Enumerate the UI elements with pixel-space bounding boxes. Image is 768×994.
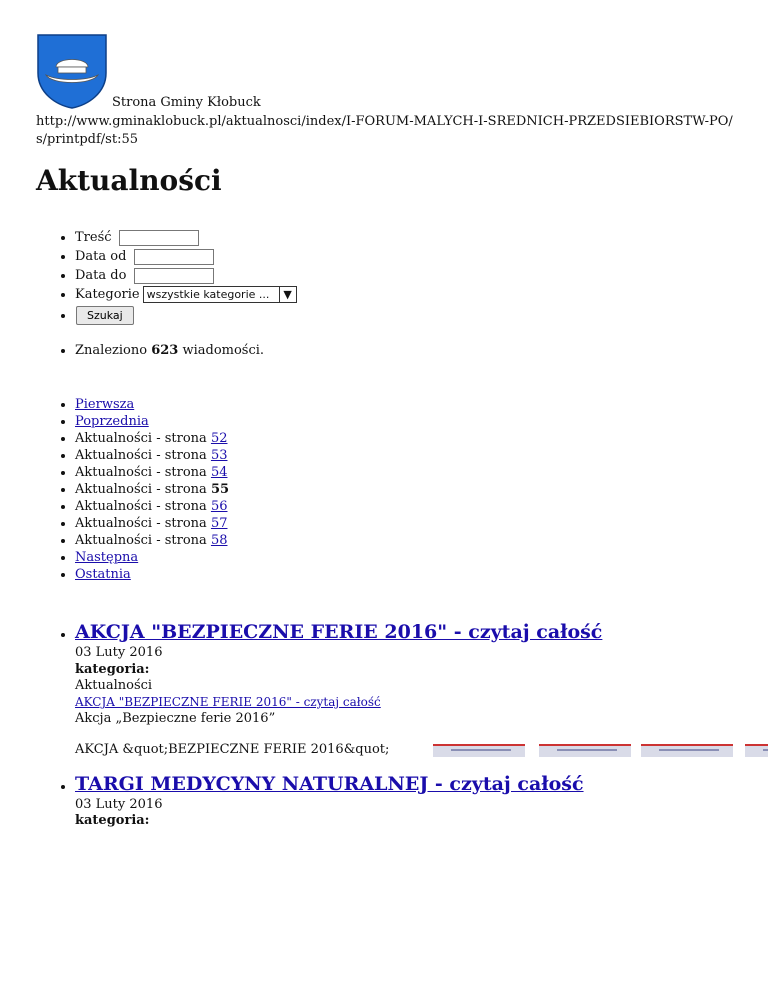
search-row-kategorie bbox=[75, 285, 537, 304]
article-lead: Akcja „Bezpieczne ferie 2016” bbox=[75, 710, 276, 726]
category-value: Aktualności bbox=[75, 678, 153, 694]
search-row-data-do bbox=[75, 266, 537, 285]
pager-page-prefix: Aktualności - strona bbox=[75, 499, 207, 514]
data-od-input[interactable] bbox=[134, 249, 214, 265]
data-do-input[interactable] bbox=[134, 268, 214, 284]
pager-page-prefix: Aktualności - strona bbox=[75, 431, 207, 446]
pager-current-page: 55 bbox=[210, 482, 230, 497]
results-summary bbox=[37, 343, 264, 360]
pager-last-item bbox=[75, 566, 229, 583]
search-row-submit bbox=[75, 304, 537, 328]
dropdown-arrow-icon: ▼ bbox=[279, 287, 296, 302]
coat-of-arms-icon bbox=[36, 33, 108, 109]
pager-page-item bbox=[75, 430, 229, 447]
pager-page-link[interactable]: 54 bbox=[210, 465, 228, 480]
pager-page-link[interactable]: 52 bbox=[210, 431, 228, 446]
article-read-more-link[interactable]: AKCJA "BEZPIECZNE FERIE 2016" - czytaj całość bbox=[75, 695, 381, 710]
data-do-label: Data do bbox=[75, 268, 127, 283]
pager-last-link[interactable]: Ostatnia bbox=[75, 567, 131, 582]
article-item bbox=[75, 620, 737, 756]
pagination bbox=[37, 396, 229, 583]
pager-page-link[interactable]: 57 bbox=[210, 516, 228, 531]
pager-page-link[interactable]: 53 bbox=[210, 448, 228, 463]
pager-page-prefix: Aktualności - strona bbox=[75, 533, 207, 548]
results-prefix: Znaleziono bbox=[75, 343, 148, 358]
article-title-link[interactable]: AKCJA "BEZPIECZNE FERIE 2016" - czytaj całość bbox=[75, 621, 603, 643]
gallery-thumbnail[interactable] bbox=[539, 744, 631, 757]
pager-prev-item bbox=[75, 413, 229, 430]
search-button[interactable]: Szukaj bbox=[76, 306, 134, 325]
article-date: 03 Luty 2016 bbox=[75, 644, 163, 660]
category-label: kategoria: bbox=[75, 661, 150, 677]
pager-page-item bbox=[75, 447, 229, 464]
pager-next-item bbox=[75, 549, 229, 566]
pager-page-item bbox=[75, 498, 229, 515]
pager-page-item bbox=[75, 532, 229, 549]
pager-page-prefix: Aktualności - strona bbox=[75, 448, 207, 463]
image-alt-text: AKCJA &quot;BEZPIECZNE FERIE 2016&quot; bbox=[75, 741, 390, 757]
pager-page-item-current bbox=[75, 481, 229, 498]
pager-page-link[interactable]: 56 bbox=[210, 499, 228, 514]
search-row-data-od bbox=[75, 247, 537, 266]
pager-next-link[interactable]: Następna bbox=[75, 550, 139, 565]
article-gallery bbox=[75, 742, 737, 756]
data-od-label: Data od bbox=[75, 249, 127, 264]
article-title-link[interactable]: TARGI MEDYCYNY NATURALNEJ - czytaj całość bbox=[75, 772, 584, 795]
pager-page-prefix: Aktualności - strona bbox=[75, 465, 207, 480]
results-count: 623 bbox=[151, 343, 179, 358]
kategorie-label: Kategorie bbox=[75, 287, 140, 302]
page-title: Aktualności bbox=[36, 164, 222, 197]
search-form bbox=[37, 228, 537, 328]
pager-first-item bbox=[75, 396, 229, 413]
gallery-thumbnail[interactable] bbox=[641, 744, 733, 757]
tresc-label: Treść bbox=[75, 230, 112, 245]
article-date: 03 Luty 2016 bbox=[75, 796, 163, 812]
results-item bbox=[75, 343, 264, 360]
article-list bbox=[37, 620, 737, 830]
category-label: kategoria: bbox=[75, 813, 150, 829]
pager-page-prefix: Aktualności - strona bbox=[75, 516, 207, 531]
pager-page-prefix: Aktualności - strona bbox=[75, 482, 207, 497]
pager-page-link[interactable]: 58 bbox=[210, 533, 228, 548]
search-row-tresc bbox=[75, 228, 537, 247]
gallery-thumbnail[interactable] bbox=[433, 744, 525, 757]
tresc-input[interactable] bbox=[119, 230, 199, 246]
gallery-thumbnail[interactable] bbox=[745, 744, 768, 757]
kategorie-selected-value: wszystkie kategorie ... bbox=[146, 288, 270, 301]
pager-prev-link[interactable]: Poprzednia bbox=[75, 414, 149, 429]
site-name: Strona Gminy Kłobuck bbox=[112, 95, 261, 110]
results-suffix: wiadomości. bbox=[182, 343, 265, 358]
pager-page-item bbox=[75, 464, 229, 481]
kategorie-select[interactable] bbox=[143, 286, 297, 303]
article-item bbox=[75, 772, 737, 830]
pager-first-link[interactable]: Pierwsza bbox=[75, 397, 135, 412]
pager-page-item bbox=[75, 515, 229, 532]
page-url: http://www.gminaklobuck.pl/aktualnosci/index/I-FORUM-MALYCH-I-SREDNICH-PRZEDSIEBIORSTW-PO/s/printpdf/st:55 bbox=[36, 114, 733, 147]
